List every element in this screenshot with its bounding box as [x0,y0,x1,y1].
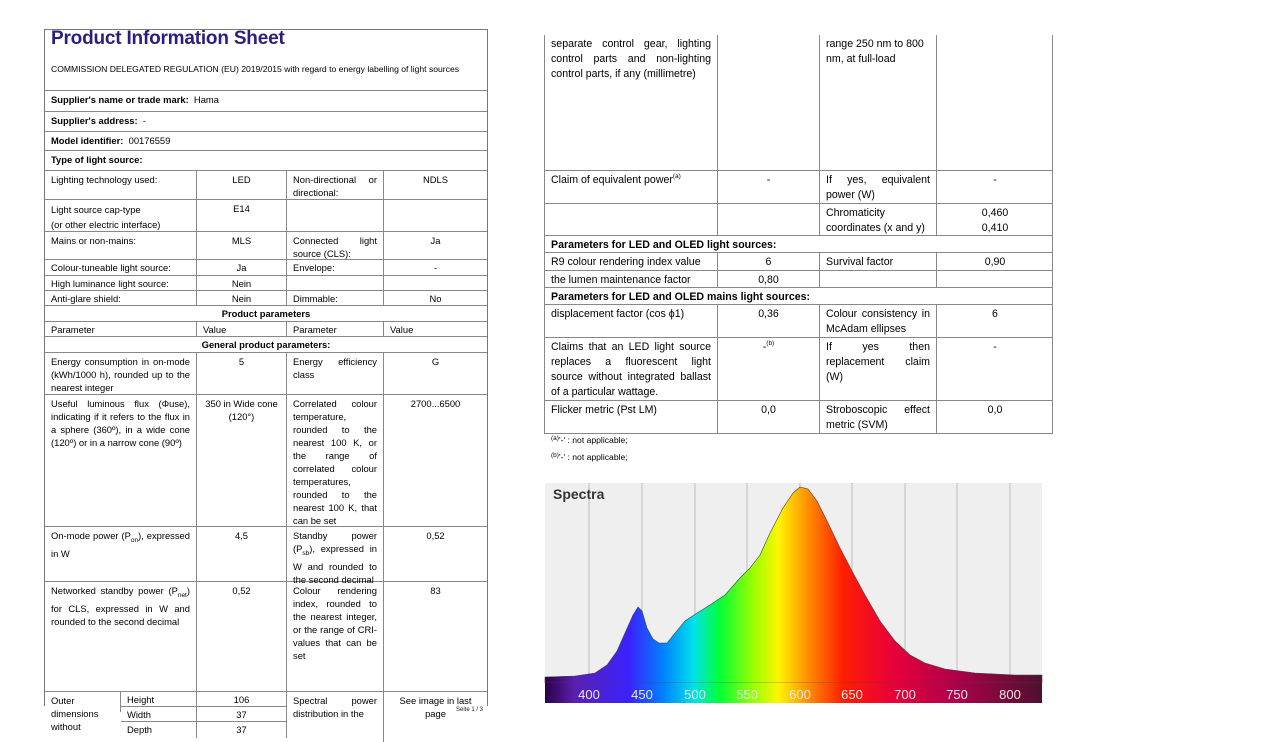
energy-efficiency-class-value: G [431,356,440,367]
equivalent-power-value: - [718,171,820,203]
spectral-range-label: range 250 nm to 800 nm, at full-load [820,35,937,170]
high-luminance-row [45,276,487,291]
tick-400: 400 [578,687,600,702]
displacement-factor-label: displacement factor (cos ϕ1) [545,305,718,337]
energy-consumption-value: 5 [197,353,287,394]
fluorescent-claim-row [544,338,1053,401]
directional-value: NDLS [422,174,448,185]
footnote-b [551,452,628,462]
outer-dimensions-row [45,692,487,735]
standby-power-label-b: ), expressed in W and rounded to the second decimal [293,543,377,585]
anti-glare-value: Nein [197,291,287,305]
survival-factor-value: 0,90 [984,256,1006,268]
cap-type-value: E14 [197,200,287,231]
networked-standby-label [45,582,197,691]
parameter-header-2: Parameter [287,322,384,336]
type-of-light-source-row [45,151,487,171]
cap-type-empty [287,200,384,231]
equivalent-power-w-value: - [993,174,997,186]
on-mode-power-value: 4,5 [197,527,287,581]
value-header-2: Value [390,324,414,335]
spectra-graphic [545,483,1042,703]
r9-value: 6 [718,253,820,270]
colour-rendering-index-value: 83 [430,585,441,596]
anti-glare-label: Anti-glare shield: [45,291,197,305]
tick-700: 700 [894,687,916,702]
footnote-b-text: '-' : not applicable; [558,452,628,462]
general-parameters-heading: General product parameters: [45,337,487,353]
r9-label: R9 colour rendering index value [545,253,718,270]
fluorescent-claim-dash: - [762,341,767,353]
chromaticity-x: 0,460 [981,207,1009,219]
supplier-address-value: - [142,115,146,126]
supplier-address-row [45,112,487,132]
supplier-name-label: Supplier's name or trade mark: [51,94,189,105]
networked-standby-value: 0,52 [197,582,287,691]
displacement-factor-row [544,305,1053,338]
high-luminance-label: High luminance light source: [45,276,197,290]
directional-label: Non-directional or directional: [287,171,384,199]
footnote-a-mark: (a) [551,435,559,442]
high-luminance-empty [287,276,384,290]
luminous-flux-value: 350 in Wide cone (120°) [197,395,287,526]
displacement-factor-value: 0,36 [718,305,820,337]
footnote-a-text: '-' : not applicable; [558,435,628,445]
on-mode-power-row [45,527,487,585]
equivalent-power-label [545,171,718,203]
lighting-technology-label: Lighting technology used: [45,171,197,199]
dimensions-continued-row [544,35,1053,171]
networked-standby-row [45,582,487,692]
supplier-name-value: Hama [193,94,219,105]
dimmable-value: No [429,293,442,304]
regulation-subtitle: COMMISSION DELEGATED REGULATION (EU) 2019/2015 with regard to energy labelling of light sources [51,64,460,74]
height-label: Height [121,692,197,707]
lumen-maintenance-label: the lumen maintenance factor [545,271,718,287]
control-gear-label: separate control gear, lighting control parts and non-lighting control parts, if any (millimetre) [545,35,718,170]
standby-power-label-a: Standby power (P [293,530,377,554]
colour-consistency-label: Colour consistency in McAdam ellipses [820,305,937,337]
chromaticity-empty-value [718,204,820,235]
chromaticity-row [544,204,1053,236]
stroboscopic-label: Stroboscopic effect metric (SVM) [820,401,937,433]
energy-consumption-label: Energy consumption in on-mode (kWh/1000 h), rounded up to the nearest integer [45,353,197,394]
on-mode-power-label-b: ), expressed in W [51,530,190,559]
survival-factor-label: Survival factor [820,253,937,270]
mains-value: MLS [197,232,287,259]
standby-power-sub: sb [302,549,310,557]
networked-standby-label-b: ) for CLS, expressed in W and rounded to the second decimal [51,585,190,627]
model-identifier-label: Model identifier: [51,135,124,146]
spectral-power-label: Spectral power distribution in the [287,692,384,742]
outer-dimensions-label: Outer dimensions without [45,692,121,712]
colour-consistency-value: 6 [992,308,998,320]
value-header: Value [197,322,287,336]
networked-standby-sub: net [177,591,187,599]
tick-500: 500 [684,687,706,702]
replacement-claim-value: - [993,341,997,353]
cap-type-empty-value [384,200,487,231]
equivalent-power-row [544,171,1053,204]
chromaticity-values [937,204,1053,235]
lumen-maintenance-empty [820,271,937,287]
lighting-technology-row [45,171,487,200]
control-gear-empty [718,35,820,170]
energy-consumption-row [45,353,487,395]
footnote-a [551,435,628,445]
tick-800: 800 [999,687,1021,702]
flicker-row [544,401,1053,434]
colour-temperature-value: 2700...6500 [410,398,461,409]
dimmable-label: Dimmable: [287,291,384,305]
parameter-header-row [45,322,487,337]
lighting-technology-value: LED [197,171,287,199]
anti-glare-row [45,291,487,306]
standby-power-value: 0,52 [426,530,445,541]
page-number: Seite 1 / 3 [456,707,484,713]
tick-650: 650 [841,687,863,702]
lumen-maintenance-value: 0,80 [718,271,820,287]
colour-tuneable-label: Colour-tuneable light source: [45,260,197,275]
high-luminance-empty-value [384,276,487,290]
model-identifier-row [45,132,487,151]
mains-label: Mains or non-mains: [45,232,197,259]
standby-power-label [287,527,384,585]
luminous-flux-label: Useful luminous flux (Φuse), indicating if it refers to the flux in a sphere (360º), in a wide cone (120º) or in a narrow cone (90º) [45,395,197,526]
depth-label: Depth [121,722,197,738]
tick-550: 550 [736,687,758,702]
colour-rendering-index-label: Colour rendering index, rounded to the nearest integer, or the range of CRI-values that can be set [287,582,384,691]
supplier-name-row [45,91,487,112]
parameters-table-continued [544,35,1053,434]
page-title: Product Information Sheet [51,28,285,49]
height-value: 106 [197,692,287,707]
mains-row [45,232,487,260]
spectral-range-empty [937,35,1053,170]
equivalent-power-text: Claim of equivalent power [551,174,673,186]
width-label: Width [121,707,197,722]
supplier-address-label: Supplier's address: [51,115,138,126]
spectrum-curve [545,487,1042,683]
on-mode-power-label [45,527,197,581]
replacement-claim-label: If yes then replacement claim (W) [820,338,937,400]
envelope-label: Envelope: [287,260,384,275]
r9-row [544,253,1053,271]
led-oled-heading: Parameters for LED and OLED light sources: [544,236,1053,253]
on-mode-power-label-a: On-mode power (P [51,530,131,541]
tick-450: 450 [631,687,653,702]
sheet-header [45,30,487,91]
chromaticity-empty [545,204,718,235]
cap-type-row [45,200,487,232]
cap-type-label-line1: Light source cap-type [51,204,141,215]
width-value: 37 [197,707,287,722]
lumen-maintenance-row [544,271,1053,288]
spectra-tick-labels [578,687,1021,702]
fluorescent-claim-label: Claims that an LED light source replaces a fluorescent light source without integrated ballast of a particular wattage. [545,338,718,400]
type-of-light-source-label: Type of light source: [51,154,143,165]
flicker-value: 0,0 [718,401,820,433]
footnote-b-mark: (b) [551,452,559,459]
stroboscopic-value: 0,0 [987,404,1003,416]
energy-efficiency-class-label: Energy efficiency class [287,353,384,394]
cap-type-label [45,200,197,231]
networked-standby-label-a: Networked standby power (P [51,585,178,596]
chromaticity-label: Chromaticity coordinates (x and y) [820,204,937,235]
colour-tuneable-value: Ja [197,260,287,275]
flicker-label: Flicker metric (Pst LM) [545,401,718,433]
product-parameters-heading: Product parameters [45,306,487,322]
connected-light-source-value: Ja [430,235,441,246]
spectra-title: Spectra [553,486,605,502]
high-luminance-value: Nein [197,276,287,290]
parameter-header: Parameter [45,322,197,336]
tick-750: 750 [946,687,968,702]
lumen-maintenance-empty-value [937,271,1053,287]
chromaticity-y: 0,410 [981,222,1009,234]
tick-600: 600 [789,687,811,702]
led-mains-heading: Parameters for LED and OLED mains light sources: [544,288,1053,305]
footnote-b-ref: (b) [766,340,775,347]
depth-value: 37 [197,722,287,738]
fluorescent-claim-value [718,338,820,400]
footnote-a-ref: (a) [672,173,681,180]
spectra-image [545,483,1042,703]
connected-light-source-label: Connected light source (CLS): [287,232,384,259]
colour-tuneable-row [45,260,487,276]
cap-type-label-line2: (or other electric interface) [51,219,161,230]
on-mode-power-sub: on [130,536,139,544]
colour-temperature-label: Correlated colour temperature, rounded to the nearest 100 K, or the range of correlated colour temperatures, rounded to the nearest 100 K, that can be set [287,395,384,526]
model-identifier-value: 00176559 [128,135,171,146]
luminous-flux-row [45,395,487,527]
envelope-value: - [433,262,438,273]
equivalent-power-w-label: If yes, equivalent power (W) [820,171,937,203]
spectral-power-value: See image in last page [399,695,472,719]
